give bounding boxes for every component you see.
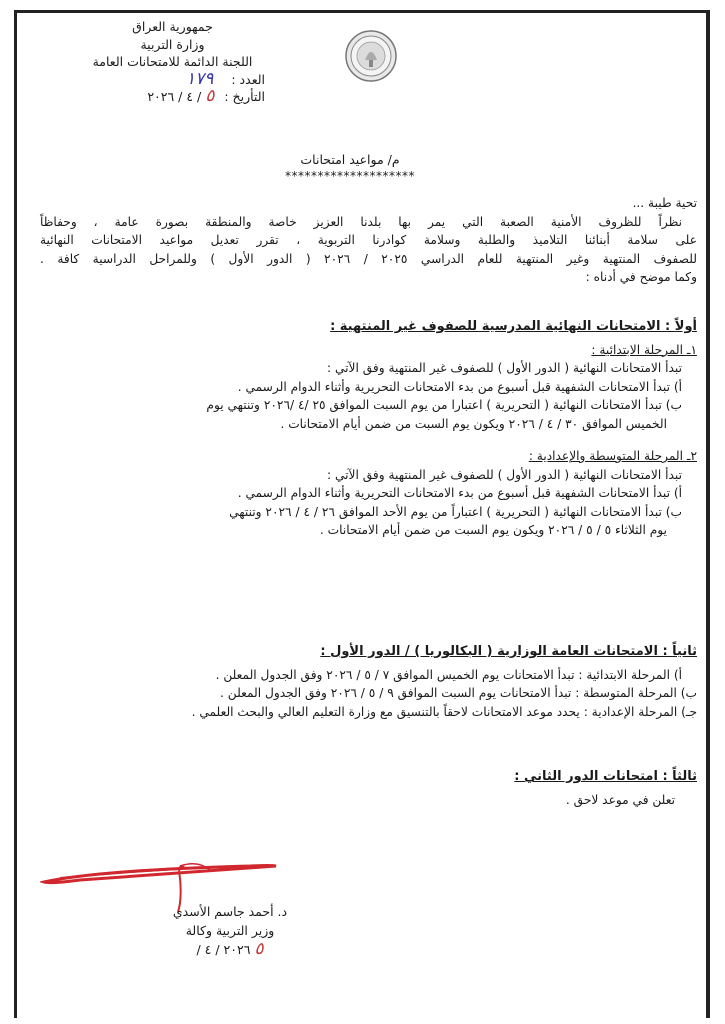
letterhead bbox=[70, 18, 275, 106]
signatory-name: د. أحمد جاسم الأسدي bbox=[172, 904, 288, 919]
subject-block bbox=[200, 152, 500, 184]
intro-line: على سلامة أبنائنا التلاميذ والطلبة وسلامة كوادرنا التربوية ، تقرر تعديل مواعيد الامتحانات النهائية bbox=[40, 233, 697, 247]
signature-block bbox=[150, 902, 310, 959]
letter-date bbox=[70, 88, 275, 106]
secondary-line: تبدأ الامتحانات النهائية ( الدور الأول ) للصفوف غير المنتهية وفق الآتي : bbox=[327, 467, 682, 482]
section-2-item: ب) المرحلة المتوسطة : تبدأ الامتحانات يوم السبت الموافق ٩ / ٥ / ٢٠٢٦ وفق الجدول المعلن . bbox=[220, 686, 697, 700]
intro-line: نظراً للظروف الأمنية الصعبة التي يمر بها بلدنا العزيز خاصة والمنطقة بصورة عامة ، وحفاظاً bbox=[40, 214, 682, 229]
ministry-name: وزارة التربية bbox=[140, 36, 205, 52]
date-day: ٥ bbox=[205, 86, 215, 106]
intro-paragraph bbox=[40, 194, 697, 287]
primary-stage-heading: ١ـ المرحلة الابتدائية : bbox=[591, 342, 697, 357]
primary-line: تبدأ الامتحانات النهائية ( الدور الأول ) للصفوف غير المنتهية وفق الآتي : bbox=[327, 361, 682, 375]
primary-line: أ) تبدأ الامتحانات الشفهية قبل أسبوع من بدء الامتحانات التحريرية وأثناء الدوام الرسمي . bbox=[237, 379, 682, 394]
secondary-stage-heading: ٢ـ المرحلة المتوسطة والإعدادية : bbox=[528, 449, 697, 463]
reference-number bbox=[70, 68, 275, 89]
greeting: تحية طيبة ... bbox=[632, 196, 697, 210]
section-2 bbox=[40, 643, 697, 721]
signature-date-rest: ٢٠٢٦ / ٤ / bbox=[196, 942, 251, 957]
date-rest: / ٤ / ٢٠٢٦ bbox=[147, 89, 202, 104]
committee-name: اللجنة الدائمة للامتحانات العامة bbox=[92, 54, 253, 69]
section-2-item: أ) المرحلة الابتدائية : تبدأ الامتحانات يوم الخميس الموافق ٧ / ٥ / ٢٠٢٦ وفق الجدول المعلن . bbox=[215, 667, 682, 682]
date-label: التأريخ : bbox=[224, 89, 265, 104]
secondary-line: ب) تبدأ الامتحانات النهائية ( التحريرية ) اعتباراً من يوم الأحد الموافق ٢٦ / ٤ / ٢٠٢٦ وتنتهي bbox=[229, 504, 682, 519]
primary-line: ب) تبدأ الامتحانات النهائية ( التحريرية ) اعتبارا من يوم السبت الموافق ٢٥ /٤ /٢٠٢٦ وتنتهي يوم bbox=[206, 398, 682, 412]
signature-date bbox=[150, 940, 310, 959]
signature-date-day: ٥ bbox=[254, 939, 264, 959]
section-1-heading: أولاً : الامتحانات النهائية المدرسية للصفوف غير المنتهية : bbox=[330, 319, 697, 334]
subject-title: م/ مواعيد امتحانات bbox=[300, 152, 400, 167]
section-3-line: تعلن في موعد لاحق . bbox=[565, 792, 675, 807]
number-value: ١٧٩ bbox=[185, 68, 214, 89]
subject-stars: ******************** bbox=[285, 169, 415, 183]
ministry-seal-icon bbox=[345, 30, 397, 82]
number-label: العدد : bbox=[231, 71, 265, 87]
signatory-title: وزير التربية وكالة bbox=[185, 923, 275, 938]
country-name: جمهورية العراق bbox=[132, 19, 213, 34]
intro-line: وكما موضح في أدناه : bbox=[585, 270, 697, 284]
primary-line: الخميس الموافق ٣٠ / ٤ / ٢٠٢٦ ويكون يوم السبت من ضمن أيام الامتحانات . bbox=[280, 416, 667, 431]
intro-line: للصفوف المنتهية وغير المنتهية للعام الدراسي ٢٠٢٥ / ٢٠٢٦ ( الدور الأول ) وللمراحل الدراسية كافة . bbox=[40, 251, 697, 266]
section-3-heading: ثالثاً : امتحانات الدور الثاني : bbox=[514, 769, 697, 784]
section-2-item: جـ) المرحلة الإعدادية : يحدد موعد الامتحانات لاحقاً بالتنسيق مع وزارة التعليم العالي والبحث العلمي . bbox=[191, 704, 697, 719]
secondary-line: أ) تبدأ الامتحانات الشفهية قبل أسبوع من بدء الامتحانات التحريرية وأثناء الدوام الرسمي . bbox=[237, 486, 682, 500]
section-2-heading: ثانياً : الامتحانات العامة الوزارية ( البكالوريا ) / الدور الأول : bbox=[320, 644, 697, 659]
section-3 bbox=[40, 768, 697, 809]
secondary-line: يوم الثلاثاء ٥ / ٥ / ٢٠٢٦ ويكون يوم السبت من ضمن أيام الامتحانات . bbox=[319, 523, 667, 537]
section-1 bbox=[40, 318, 697, 540]
